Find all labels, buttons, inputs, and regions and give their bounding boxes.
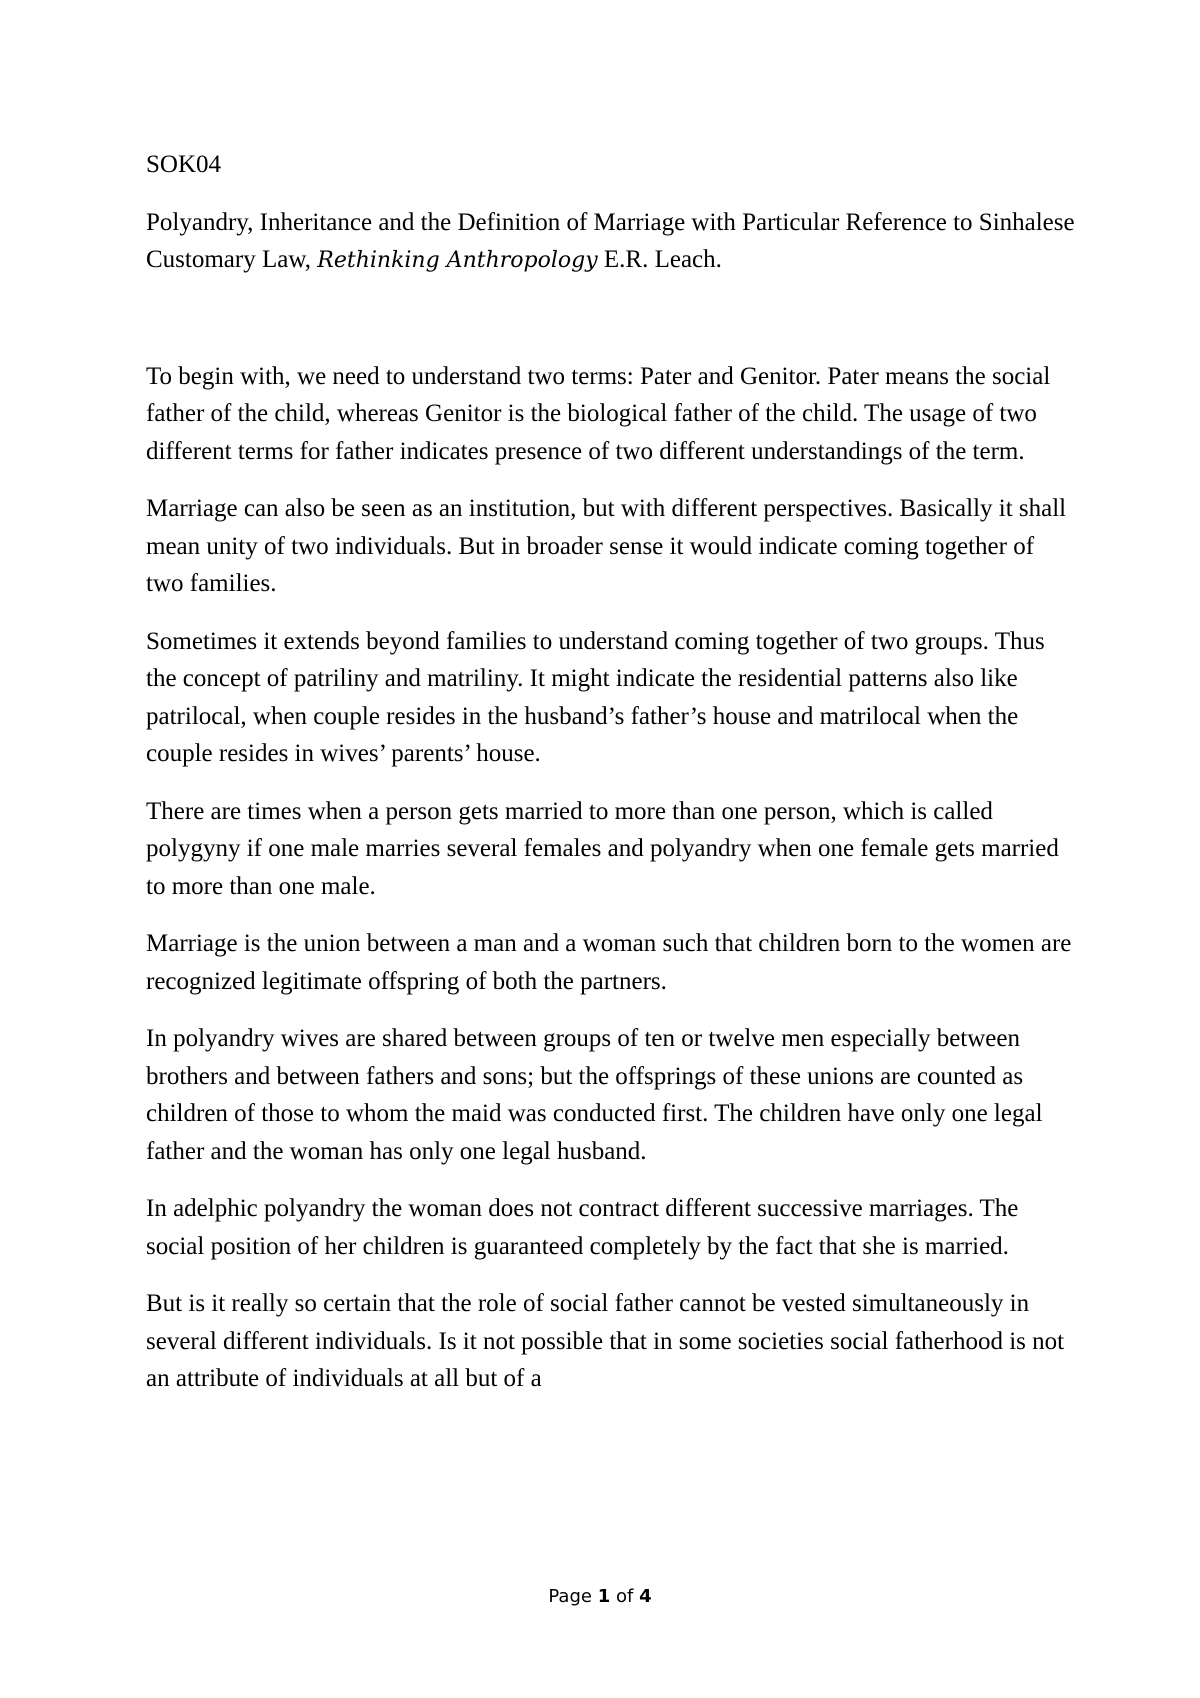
document-title bbox=[146, 204, 1076, 280]
document-body bbox=[146, 146, 1076, 1418]
paragraph: Sometimes it extends beyond families to understand coming together of two groups. Thus the concept of patriliny and matriliny. It might indicate the residential patterns also like patrilocal, when couple resides in the husband’s father’s house and matrilocal when the couple resides in wives’ parents’ house. bbox=[146, 627, 1045, 767]
paragraph: Marriage is the union between a man and a woman such that children born to the women are recognized legitimate offspring of both the partners. bbox=[146, 930, 1072, 995]
page-total: 4 bbox=[639, 1586, 652, 1607]
of-label: of bbox=[615, 1586, 634, 1607]
document-code: SOK04 bbox=[146, 151, 222, 178]
paragraph: There are times when a person gets married to more than one person, which is called polygyny if one male marries several females and polyandry when one female gets married to more than one male. bbox=[146, 797, 1059, 900]
title-book: Rethinking Anthropology bbox=[317, 248, 598, 273]
paragraph: Marriage can also be seen as an institution, but with different perspectives. Basically it shall mean unity of two individuals. But in broader sense it would indicate coming together of two families. bbox=[146, 495, 1067, 597]
paragraph: In polyandry wives are shared between groups of ten or twelve men especially between brothers and between fathers and sons; but the offsprings of these unions are counted as children of those to whom the maid was conducted first. The children have only one legal father and the woman has only one legal husband. bbox=[146, 1025, 1043, 1165]
title-main: Polyandry, Inheritance and the Definition of Marriage with Particular Reference to Sinhalese Customary Law, bbox=[146, 208, 1075, 273]
paragraph: In adelphic polyandry the woman does not contract different successive marriages. The social position of her children is guaranteed completely by the fact that she is married. bbox=[146, 1195, 1019, 1260]
page-label: Page bbox=[548, 1586, 592, 1607]
paragraph: But is it really so certain that the role of social father cannot be vested simultaneously in several different individuals. Is it not possible that in some societies social fatherhood is not an attribute of individuals at all but of a bbox=[146, 1290, 1065, 1392]
page-number: 1 bbox=[597, 1586, 611, 1607]
page-footer bbox=[0, 1586, 1200, 1607]
paragraph: To begin with, we need to understand two terms: Pater and Genitor. Pater means the social father of the child, whereas Genitor is the biological father of the child. The usage of two different terms for father indicates presence of two different understandings of the term. bbox=[146, 362, 1051, 465]
title-author: E.R. Leach. bbox=[603, 246, 722, 273]
